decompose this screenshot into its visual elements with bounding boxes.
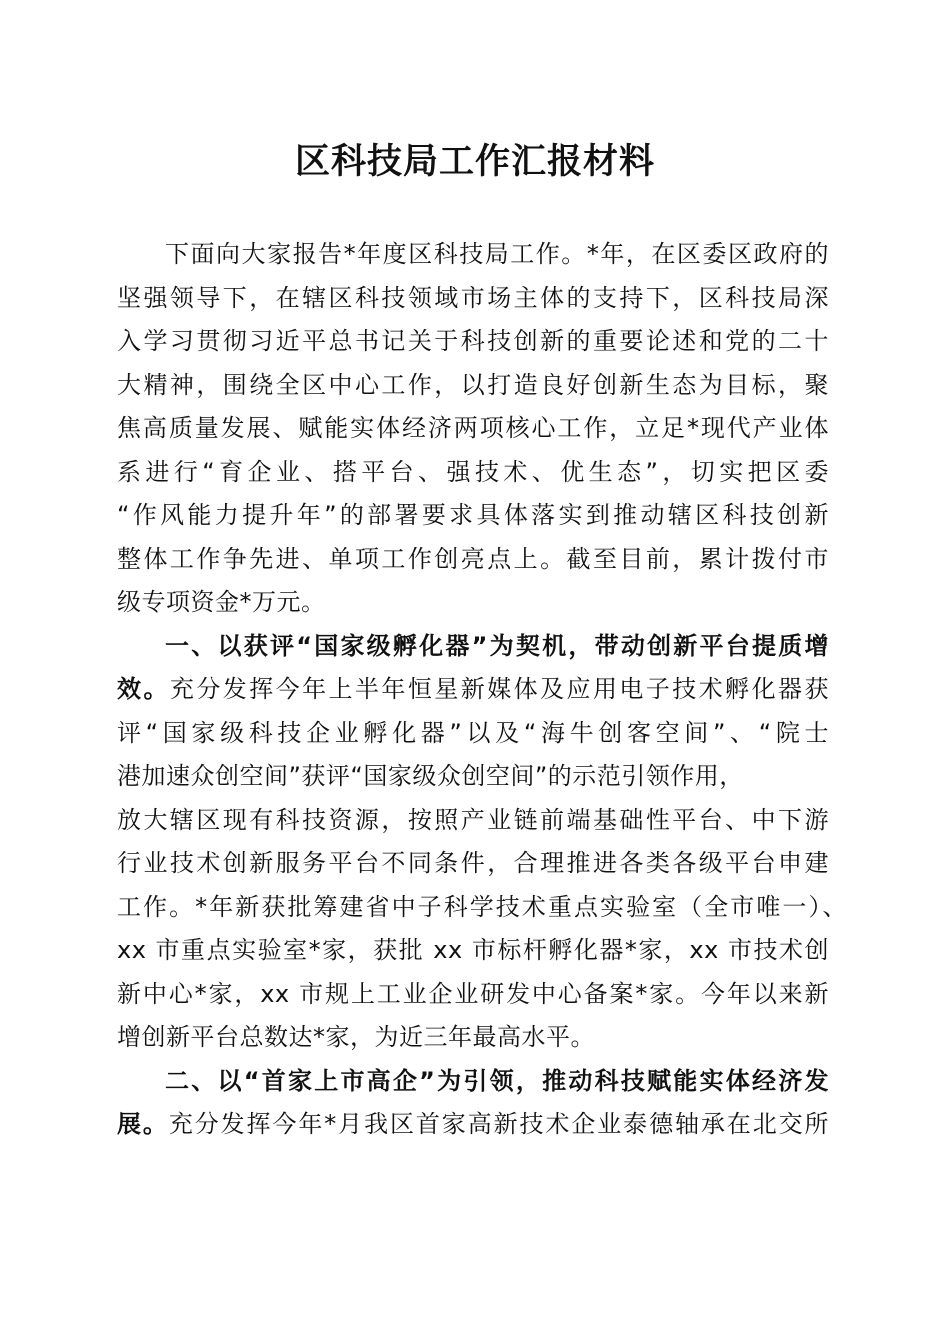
paragraph-line: 港加速众创空间”获评“国家级众创空间”的示范引领作用， [117,762,744,790]
paragraph-line: 增创新平台总数达*家，为近三年最高水平。 [117,1023,595,1051]
paragraph-line: 级专项资金*万元。 [117,588,326,616]
paragraph-line: 焦高质量发展、赋能实体经济两项核心工作，立足*现代产业体 [117,414,829,442]
section-one [117,625,847,1060]
section-one-heading-end: 效。 [117,675,170,703]
paragraph-line: 行业技术创新服务平台不同条件，合理推进各类各级平台申建 [117,849,829,877]
paragraph-line: xx 市重点实验室*家，获批 xx 市标杆孵化器*家，xx 市技术创 [117,936,829,964]
paragraph-line [117,1103,829,1147]
paragraph-line: 大精神，围绕全区中心工作，以打造良好创新生态为目标，聚 [117,370,829,399]
document-body [117,233,847,1147]
intro-paragraph [117,233,829,625]
paragraph-line: 入学习贯彻习近平总书记关于科技创新的重要论述和党的二十 [117,327,829,355]
section-one-heading: 一、以获评“国家级孵化器”为契机，带动创新平台提质增 [165,631,829,660]
paragraph-line [117,668,829,712]
paragraph-line: “作风能力提升年”的部署要求具体落实到推动辖区科技创新 [117,501,829,529]
paragraph-line: 新中心*家，xx 市规上工业企业研发中心备案*家。今年以来新 [117,979,829,1008]
paragraph-line: 放大辖区现有科技资源，按照产业链前端基础性平台、中下游 [117,805,829,834]
document-title: 区科技局工作汇报材料 [294,141,655,182]
paragraph-line: 坚强领导下，在辖区科技领域市场主体的支持下，区科技局深 [117,283,829,312]
paragraph-line: 下面向大家报告*年度区科技局工作。*年，在区委区政府的 [165,240,829,268]
section-two-heading-end: 展。 [117,1110,169,1138]
section-one-text: 充分发挥今年上半年恒星新媒体及应用电子技术孵化器获 [169,675,830,703]
section-two-heading: 二、以“首家上市高企”为引领，推动科技赋能实体经济发 [165,1066,829,1095]
paragraph-line: 工作。*年新获批筹建省中子科学技术重点实验室（全市唯一）、 [117,892,847,921]
paragraph-line: 系进行“育企业、搭平台、强技术、优生态”，切实把区委 [117,457,829,486]
section-two-text: 充分发挥今年*月我区首家高新技术企业泰德轴承在北交所 [168,1110,830,1138]
paragraph-line: 评“国家级科技企业孵化器”以及“海牛创客空间”、“院士 [117,718,829,747]
section-two [117,1060,829,1147]
paragraph-line: 整体工作争先进、单项工作创亮点上。截至目前，累计拨付市 [117,544,829,573]
